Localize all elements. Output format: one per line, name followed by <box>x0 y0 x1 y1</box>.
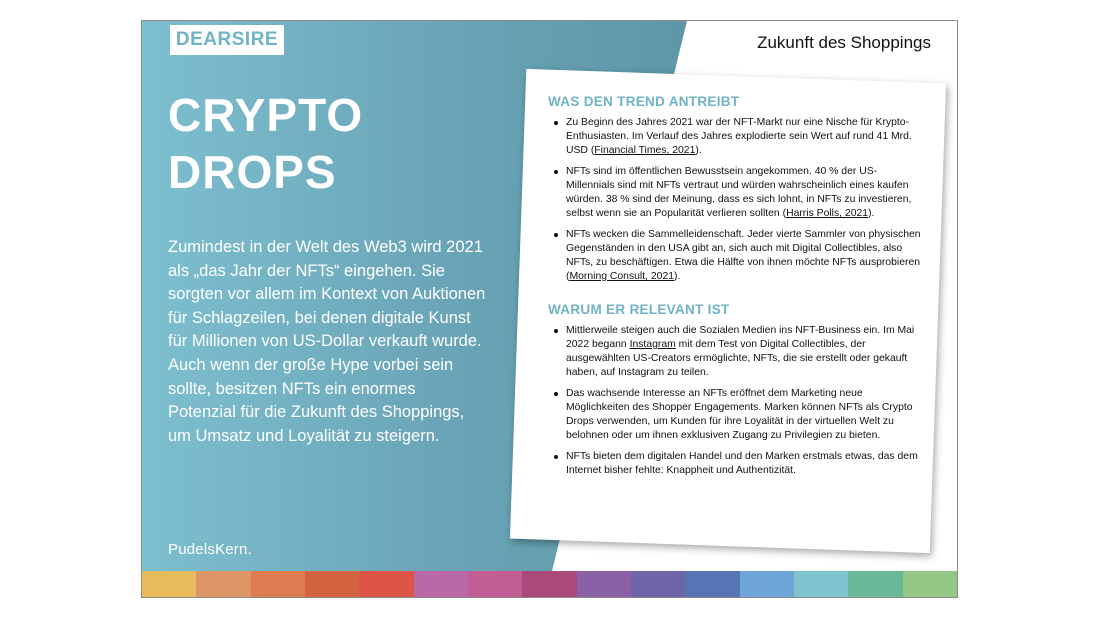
lead-paragraph: Zumindest in der Welt des Web3 wird 2021 als „das Jahr der NFTs“ eingehen. Sie sorgten vor allem im Kontext von Auktionen für Schlagzeilen, bei denen digitale Kunst für Millionen von US-Dollar verkauft wurde. Auch wenn der große Hype vorbei sein sollte, besitzen NFTs ein enormes Potenzial für die Zukunft des Shoppings, um Umsatz und Loyalität zu steigern. <box>168 238 486 445</box>
color-stripe <box>794 571 848 598</box>
trend-list <box>548 116 924 284</box>
color-stripe <box>251 571 305 598</box>
color-stripe <box>142 571 196 598</box>
list-item: Mittlerweile steigen auch die Sozialen Medien ins NFT-Business ein. Im Mai 2022 begann Instagram mit dem Test von Digital Collectibles, der ausgewählten US-Creators ermöglichte, NFTs, die sie erstellt oder gekauft haben, auf Instagram zu teilen. <box>566 324 924 380</box>
list-item: NFTs sind im öffentlichen Bewusstsein angekommen. 40 % der US-Millennials sind mit NFTs vertraut und würden wahrscheinlich eines kaufen würden. 38 % sind der Meinung, dass es sich lohnt, in NFTs zu investieren, selbst wenn sie an Popularität verlieren sollten (Harris Polls, 2021). <box>566 165 924 221</box>
trend-heading: WAS DEN TREND ANTREIBT <box>548 94 740 109</box>
list-item: NFTs bieten dem digitalen Handel und den Marken erstmals etwas, das dem Internet bisher fehlte: Knappheit und Authentizität. <box>566 450 924 478</box>
headline-line-2: DROPS <box>168 146 337 198</box>
relevance-list <box>548 324 924 478</box>
headline-line-1: CRYPTO <box>168 89 364 141</box>
source-link[interactable]: Harris Polls, 2021 <box>786 208 869 219</box>
source-link[interactable]: Financial Times, 2021 <box>594 145 696 156</box>
color-stripe <box>414 571 468 598</box>
color-stripe <box>577 571 631 598</box>
info-card <box>510 69 946 553</box>
color-stripe-bar <box>142 571 957 598</box>
color-stripe <box>196 571 250 598</box>
color-stripe <box>468 571 522 598</box>
source-link[interactable]: Morning Consult, 2021 <box>569 271 675 282</box>
color-stripe <box>522 571 576 598</box>
pudelskern-logo: PudelsKern. <box>168 541 252 558</box>
color-stripe <box>631 571 685 598</box>
color-stripe <box>305 571 359 598</box>
list-item: Zu Beginn des Jahres 2021 war der NFT-Markt nur eine Nische für Krypto-Enthusiasten. Im Verlauf des Jahres explodierte sein Wert auf rund 41 Mrd. USD (Financial Times, 2021). <box>566 116 924 158</box>
instagram-link[interactable]: Instagram <box>629 339 676 350</box>
section-title: Zukunft des Shoppings <box>757 33 931 52</box>
color-stripe <box>685 571 739 598</box>
color-stripe <box>903 571 957 598</box>
color-stripe <box>740 571 794 598</box>
color-stripe <box>848 571 902 598</box>
list-item: Das wachsende Interesse an NFTs eröffnet dem Marketing neue Möglichkeiten des Shopper Engagements. Marken können NFTs als Crypto Drops verwenden, um Kunden für ihre Loyalität in der virtuellen Welt zu belohnen oder um ihnen exklusiven Zugang zu Privilegien zu bieten. <box>566 387 924 443</box>
dearsire-logo: DEARSIRE <box>170 25 284 55</box>
color-stripe <box>359 571 413 598</box>
list-item: NFTs wecken die Sammelleidenschaft. Jeder vierte Sammler von physischen Gegenständen in den USA gibt an, sich auch mit Digital Collectibles, also NFTs, zu beschäftigen. Etwa die Hälfte von ihnen möchte NFTs ausprobieren (Morning Consult, 2021). <box>566 228 924 284</box>
headline <box>168 87 363 201</box>
relevance-heading: WARUM ER RELEVANT IST <box>548 302 730 317</box>
slide <box>141 20 958 598</box>
